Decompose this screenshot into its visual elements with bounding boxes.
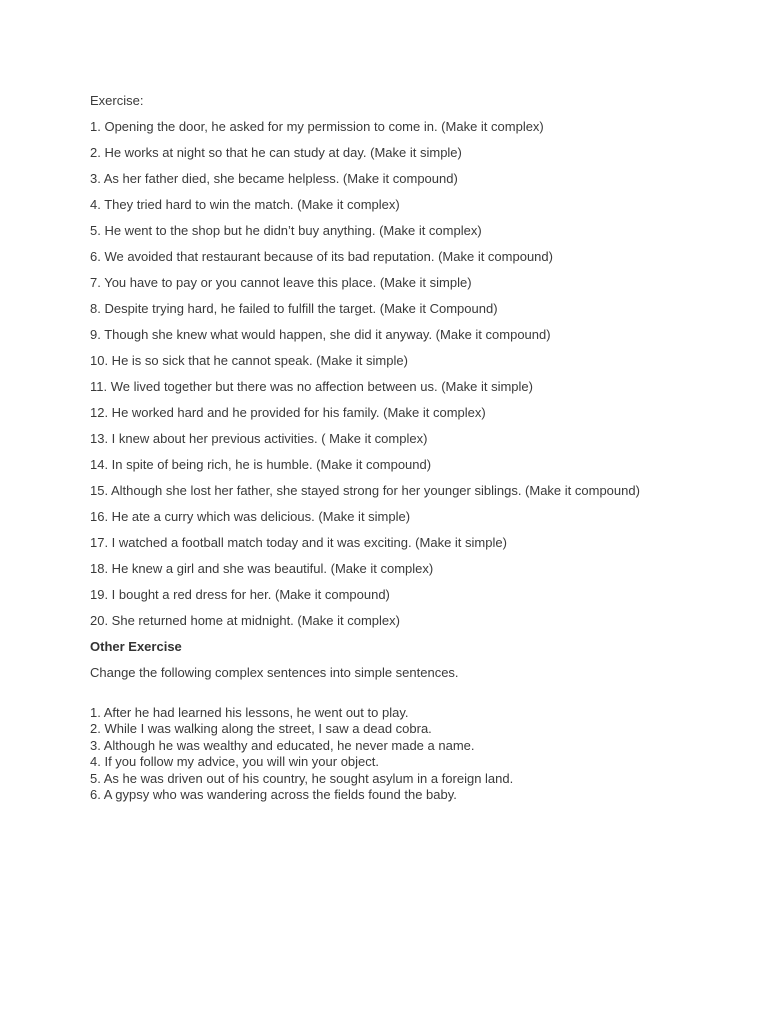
other-exercise-heading: Other Exercise bbox=[90, 639, 182, 654]
other-exercise-item: 4. If you follow my advice, you will win your object. bbox=[90, 754, 380, 770]
exercise-item: 2. He works at night so that he can study at day. (Make it simple) bbox=[90, 145, 462, 160]
other-exercise-list bbox=[90, 705, 750, 803]
exercise-item: 10. He is so sick that he cannot speak. (Make it simple) bbox=[90, 353, 408, 368]
other-exercise-instruction: Change the following complex sentences into simple sentences. bbox=[90, 665, 459, 680]
exercise-item: 16. He ate a curry which was delicious. (Make it simple) bbox=[90, 509, 411, 524]
other-exercise-item: 6. A gypsy who was wandering across the fields found the baby. bbox=[90, 786, 457, 802]
exercise-item: 18. He knew a girl and she was beautiful. (Make it complex) bbox=[90, 561, 434, 576]
exercise-item: 14. In spite of being rich, he is humble. (Make it compound) bbox=[90, 457, 432, 472]
exercise-item: 20. She returned home at midnight. (Make it complex) bbox=[90, 613, 400, 628]
document-page bbox=[90, 93, 750, 803]
exercise-item: 6. We avoided that restaurant because of its bad reputation. (Make it compound) bbox=[90, 249, 553, 264]
exercise-item: 1. Opening the door, he asked for my permission to come in. (Make it complex) bbox=[90, 119, 544, 134]
other-exercise-item: 5. As he was driven out of his country, he sought asylum in a foreign land. bbox=[90, 770, 514, 786]
exercise-item: 17. I watched a football match today and it was exciting. (Make it simple) bbox=[90, 535, 507, 550]
exercise-item: 9. Though she knew what would happen, she did it anyway. (Make it compound) bbox=[90, 327, 551, 342]
exercise-item: 8. Despite trying hard, he failed to fulfill the target. (Make it Compound) bbox=[90, 301, 498, 316]
exercise-item: 3. As her father died, she became helpless. (Make it compound) bbox=[90, 171, 458, 186]
exercise-item: 4. They tried hard to win the match. (Make it complex) bbox=[90, 197, 400, 212]
exercise-item: 5. He went to the shop but he didn’t buy anything. (Make it complex) bbox=[90, 223, 482, 238]
other-exercise-item: 1. After he had learned his lessons, he went out to play. bbox=[90, 705, 409, 720]
other-exercise-item: 2. While I was walking along the street, I saw a dead cobra. bbox=[90, 721, 432, 737]
exercise-heading: Exercise: bbox=[90, 93, 144, 108]
exercise-item: 19. I bought a red dress for her. (Make it compound) bbox=[90, 587, 390, 602]
exercise-item: 15. Although she lost her father, she stayed strong for her younger siblings. (Make it compound) bbox=[90, 483, 640, 498]
exercise-list bbox=[90, 119, 750, 629]
exercise-item: 13. I knew about her previous activities. ( Make it complex) bbox=[90, 431, 428, 446]
exercise-item: 11. We lived together but there was no affection between us. (Make it simple) bbox=[90, 379, 533, 394]
other-exercise-item: 3. Although he was wealthy and educated, he never made a name. bbox=[90, 737, 475, 753]
exercise-item: 7. You have to pay or you cannot leave this place. (Make it simple) bbox=[90, 275, 472, 290]
exercise-item: 12. He worked hard and he provided for his family. (Make it complex) bbox=[90, 405, 486, 420]
